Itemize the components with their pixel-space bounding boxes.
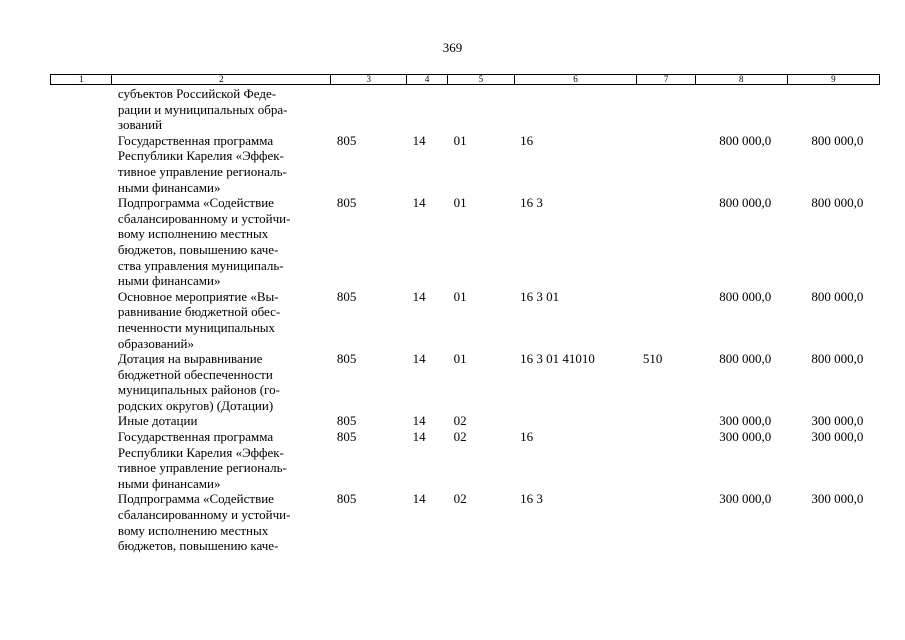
cell-subsection: 01 <box>453 195 467 211</box>
column-header-9: 9 <box>787 75 879 85</box>
cell-expense-type <box>637 133 695 195</box>
cell-amount-1: 800 000,0 <box>719 195 772 211</box>
cell-col-1 <box>51 85 112 133</box>
table-row <box>51 429 880 491</box>
cell-subsection: 02 <box>453 429 467 445</box>
cell-amount-2: 300 000,0 <box>811 413 864 429</box>
cell-col-1 <box>51 195 112 289</box>
cell-section <box>407 85 448 133</box>
table-row <box>51 351 880 413</box>
cell-target-article: 16 3 <box>520 491 543 507</box>
table-row <box>51 195 880 289</box>
column-header-3: 3 <box>331 75 407 85</box>
cell-name: Подпрограмма «Содействие сбалансированному и устойчи- вому исполнению местных бюджетов, повышению каче- <box>117 491 291 554</box>
cell-col-1 <box>51 429 112 491</box>
cell-ministry-code: 805 <box>336 413 357 429</box>
table-body <box>51 85 880 554</box>
column-header-4: 4 <box>407 75 448 85</box>
cell-amount-2: 800 000,0 <box>811 132 864 148</box>
table-row <box>51 413 880 429</box>
cell-amount-2: 800 000,0 <box>811 288 864 304</box>
cell-col-1 <box>51 413 112 429</box>
cell-ministry-code: 805 <box>336 429 357 445</box>
cell-target-article: 16 3 01 <box>520 288 560 304</box>
cell-name: субъектов Российской Феде- рации и муниципальных обра- зований <box>117 86 288 133</box>
table-row <box>51 289 880 351</box>
cell-section: 14 <box>412 132 426 148</box>
cell-name: Иные дотации <box>117 413 198 429</box>
cell-amount-1: 800 000,0 <box>719 351 772 367</box>
cell-section: 14 <box>412 195 426 211</box>
cell-amount-1: 300 000,0 <box>719 413 772 429</box>
budget-table <box>50 74 880 554</box>
cell-amount-1: 800 000,0 <box>719 288 772 304</box>
cell-col-1 <box>51 491 112 553</box>
table-header <box>51 75 880 85</box>
cell-target-article: 16 3 01 41010 <box>520 351 595 367</box>
column-header-8: 8 <box>695 75 787 85</box>
cell-section: 14 <box>412 288 426 304</box>
cell-col-1 <box>51 289 112 351</box>
cell-amount-2 <box>787 85 879 133</box>
cell-target-article <box>514 85 637 133</box>
cell-expense-type <box>637 413 695 429</box>
cell-subsection: 02 <box>453 491 467 507</box>
cell-expense-type <box>637 289 695 351</box>
cell-expense-type <box>637 85 695 133</box>
cell-amount-2: 800 000,0 <box>811 351 864 367</box>
cell-ministry-code: 805 <box>336 351 357 367</box>
column-header-1: 1 <box>51 75 112 85</box>
cell-name: Государственная программа Республики Карелия «Эффек- тивное управление региональ- ными финансами» <box>117 429 287 491</box>
table-row <box>51 85 880 133</box>
cell-amount-1: 300 000,0 <box>719 491 772 507</box>
cell-section: 14 <box>412 413 426 429</box>
cell-amount-1: 300 000,0 <box>719 429 772 445</box>
cell-name: Основное мероприятие «Вы- равнивание бюджетной обес- печенности муниципальных образований» <box>117 288 281 351</box>
cell-expense-type <box>637 491 695 553</box>
cell-name: Дотация на выравнивание бюджетной обеспеченности муниципальных районов (го- родских округов) (Дотации) <box>117 351 280 413</box>
cell-amount-1: 800 000,0 <box>719 132 772 148</box>
cell-target-article: 16 3 <box>520 195 543 211</box>
cell-expense-type <box>637 429 695 491</box>
cell-subsection <box>448 85 515 133</box>
cell-expense-type: 510 <box>642 351 663 367</box>
cell-section: 14 <box>412 429 426 445</box>
column-header-5: 5 <box>448 75 515 85</box>
cell-target-article <box>514 413 637 429</box>
cell-expense-type <box>637 195 695 289</box>
cell-ministry-code: 805 <box>336 491 357 507</box>
cell-subsection: 01 <box>453 351 467 367</box>
column-header-7: 7 <box>637 75 695 85</box>
cell-ministry-code: 805 <box>336 195 357 211</box>
cell-name: Подпрограмма «Содействие сбалансированному и устойчи- вому исполнению местных бюджетов, повышению каче- ства управления муниципаль- ными финансами» <box>117 195 291 289</box>
page-number: 369 <box>442 40 463 55</box>
cell-amount-2: 800 000,0 <box>811 195 864 211</box>
cell-ministry-code: 805 <box>336 132 357 148</box>
cell-subsection: 01 <box>453 132 467 148</box>
header-row <box>51 75 880 85</box>
cell-section: 14 <box>412 491 426 507</box>
cell-target-article: 16 <box>520 429 534 445</box>
cell-target-article: 16 <box>520 132 534 148</box>
cell-amount-2: 300 000,0 <box>811 491 864 507</box>
cell-name: Государственная программа Республики Карелия «Эффек- тивное управление региональ- ными финансами» <box>117 132 287 195</box>
column-header-6: 6 <box>514 75 637 85</box>
cell-subsection: 01 <box>453 288 467 304</box>
cell-amount-1 <box>695 85 787 133</box>
cell-ministry-code: 805 <box>336 288 357 304</box>
cell-col-1 <box>51 351 112 413</box>
cell-col-1 <box>51 133 112 195</box>
cell-subsection: 02 <box>453 413 467 429</box>
table-row <box>51 133 880 195</box>
cell-section: 14 <box>412 351 426 367</box>
cell-amount-2: 300 000,0 <box>811 429 864 445</box>
cell-ministry-code <box>331 85 407 133</box>
table-row <box>51 491 880 553</box>
column-header-2: 2 <box>112 75 331 85</box>
